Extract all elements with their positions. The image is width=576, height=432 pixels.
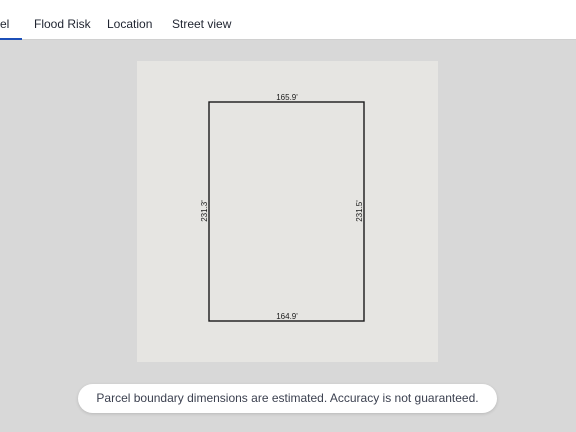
- parcel-map: [137, 61, 438, 362]
- tab-location[interactable]: [107, 0, 152, 39]
- tab-flood-risk[interactable]: [34, 0, 91, 39]
- tab-street-view[interactable]: [172, 0, 231, 39]
- accuracy-disclaimer: [78, 384, 497, 413]
- parcel-boundary: [209, 102, 364, 321]
- disclaimer-text: Parcel boundary dimensions are estimated. Accuracy is not guaranteed.: [96, 391, 479, 405]
- tab-street-view-label: Street view: [172, 17, 232, 31]
- active-tab-indicator: [0, 38, 22, 40]
- parcel-right-length: 231.5': [355, 200, 364, 222]
- tab-bar: [0, 0, 576, 40]
- parcel-top-length: 165.9': [276, 93, 298, 102]
- tab-flood-risk-label: Flood Risk: [34, 17, 91, 31]
- parcel-diagram: [137, 61, 438, 362]
- tab-location-label: Location: [107, 17, 153, 31]
- parcel-left-length: 231.3': [200, 200, 209, 222]
- parcel-bottom-length: 164.9': [276, 312, 298, 321]
- tab-parcel[interactable]: [0, 0, 9, 39]
- tab-parcel-label: el: [0, 17, 10, 31]
